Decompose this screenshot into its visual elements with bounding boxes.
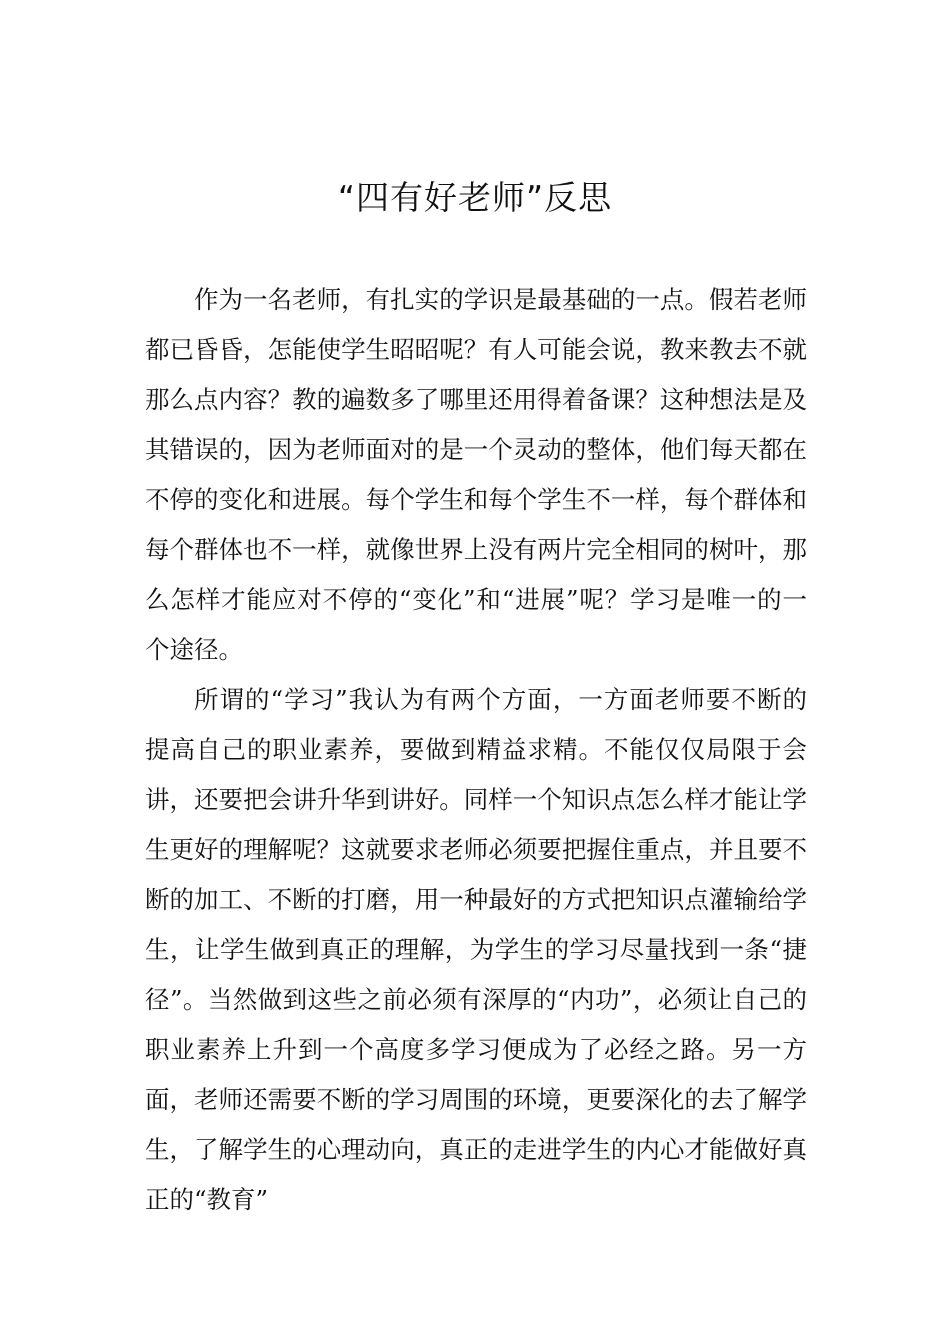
paragraph-1: 作为一名老师，有扎实的学识是最基础的一点。假若老师都已昏昏，怎能使学生昭昭呢？有人可能会说，教来教去不就那么点内容？教的遍数多了哪里还用得着备课？这种想法是及其错误的，因为老师面对的是一个灵动的整体，他们每天都在不停的变化和进展。每个学生和每个学生不一样，每个群体和每个群体也不一样，就像世界上没有两片完全相同的树叶，那么怎样才能应对不停的“变化”和“进展”呢？学习是唯一的一个途径。 bbox=[145, 285, 807, 664]
document-title: “四有好老师”反思 bbox=[337, 178, 613, 217]
document-body bbox=[145, 275, 807, 1225]
paragraph-2: 所谓的“学习”我认为有两个方面，一方面老师要不断的提高自己的职业素养，要做到精益求精。不能仅仅局限于会讲，还要把会讲升华到讲好。同样一个知识点怎么样才能让学生更好的理解呢？这就要求老师必须要把握住重点，并且要不断的加工、不断的打磨，用一种最好的方式把知识点灌输给学生，让学生做到真正的理解，为学生的学习尽量找到一条“捷径”。当然做到这些之前必须有深厚的“内功”，必须让自己的职业素养上升到一个高度多学习便成为了必经之路。另一方面，老师还需要不断的学习周围的环境，更要深化的去了解学生，了解学生的心理动向，真正的走进学生的内心才能做好真正的“教育” bbox=[145, 685, 807, 1214]
